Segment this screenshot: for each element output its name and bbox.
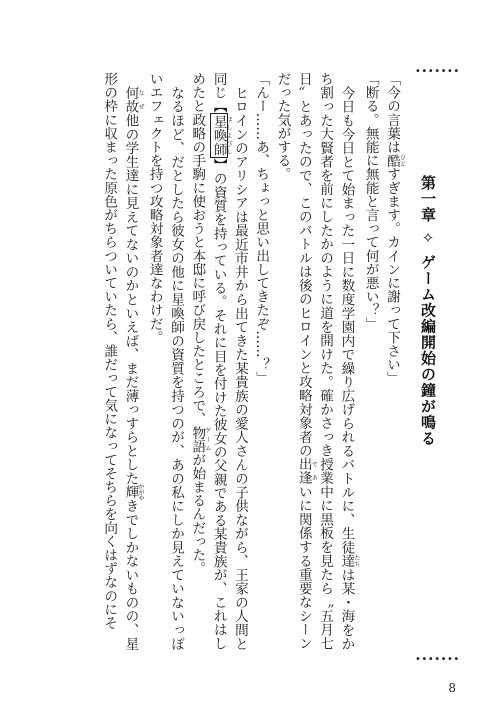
paragraph: なるほど、だとしたら彼女の他に星喚師の資質を持つのが、あの私にしか見えていないっぽいエフェクトを持つ攻略対象者達なわけだ。 <box>146 72 185 650</box>
body-text <box>90 72 405 650</box>
paragraph: 「断る。無能に無能と言って何が悪い？」 <box>362 72 379 331</box>
bottom-ornament: ••••••• <box>415 654 460 665</box>
paragraph: 何故なぜ他の学生達に見えてないのかといえば、まだ薄っすらとした輝かがやきでしかないものの、星形の枠に収まった原色がちらついていたら、誰だって気になってそちらを向くはずなのにそ <box>101 72 144 650</box>
page-number: 8 <box>448 681 456 695</box>
paragraph: 「今の言葉は酷ひどすぎます。カインに謝って下さい」 <box>384 72 405 385</box>
ruby-word: 輝かがや <box>122 482 144 501</box>
paragraph: 「んー……あ、ちょっと思い出してきたぞ……？」 <box>253 72 270 385</box>
ruby-word: 出逢であ <box>295 457 318 485</box>
ruby-word: 酷ひど <box>384 153 405 168</box>
paragraph: 今日も今日とて始まった一日に数度学園内で繰り広げられるバトルに、生徒達たちは某・海をかち割った大賢者を前にしたかのように道を開けた。確かさっき授業中に黒板を見たら〝五月七日〟とあったので、このバトルは後のヒロインと攻略対象者の出逢であいに関係する重要なシーンだった気がする。 <box>274 72 360 650</box>
ruby-word: 何故なぜ <box>122 85 144 114</box>
ruby-word: 達たち <box>338 553 360 568</box>
boxed-term: 星喚師ほしよびし <box>210 115 233 157</box>
ruby-word: 物語ゲーム <box>189 425 211 453</box>
top-ornament: ••••••• <box>415 66 460 77</box>
chapter-heading: 第一章 ✧ ゲーム改編開始の鐘が鳴る <box>419 175 437 447</box>
paragraph: ヒロインのアリシアは最近市井から出てきた某貴族の愛人さんの子供ながら、王家の人間と同じ【星喚師ほしよびし】の資質を持っている。それに目を付けた彼女の父親である某貴族が、これはしめたと政略の手駒に使おうと本邸に呼び戻したところで、物語ゲームが始まるんだった。 <box>189 72 248 650</box>
